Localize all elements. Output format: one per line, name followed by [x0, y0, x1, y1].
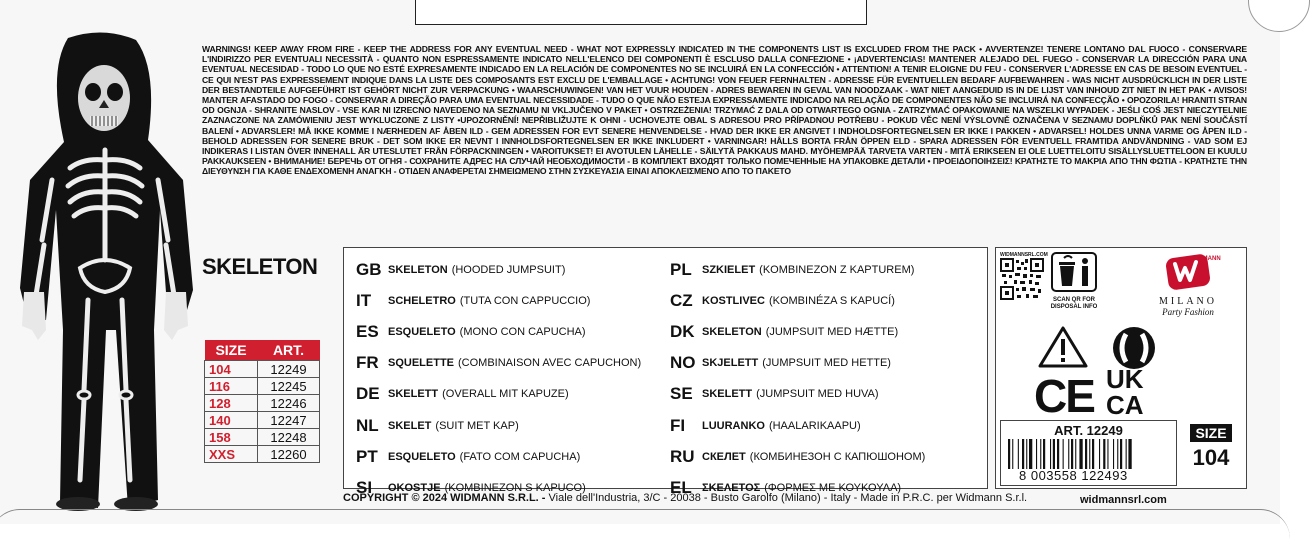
product-name: SKELET	[388, 419, 432, 432]
list-item	[670, 379, 925, 410]
language-code: IT	[356, 290, 372, 310]
product-name: SCHELETRO	[388, 294, 456, 307]
language-code: RU	[670, 446, 695, 466]
barcode-icon	[1006, 439, 1170, 469]
copyright-line	[343, 492, 1027, 504]
product-description: (КОМБИНЕЗОН С КАПЮШОНОМ)	[749, 450, 926, 463]
product-description: (FATO COM CAPUCHA)	[459, 450, 581, 463]
size-cell: 104	[205, 361, 258, 378]
table-row	[205, 446, 320, 463]
product-description: (MONO CON CAPUCHA)	[459, 325, 586, 338]
list-item	[356, 285, 641, 316]
copyright-address: Viale dell'Industria, 3/C - 20038 - Busto Garolfo (Milano) - Italy - Made in P.R.C. per Widmann S.r.l.	[545, 492, 1028, 504]
art-cell: 12245	[258, 378, 320, 395]
green-dot-recycle-icon	[1113, 327, 1155, 369]
list-item	[356, 316, 641, 347]
size-badge-label: SIZE	[1190, 424, 1231, 442]
product-description: (JUMPSUIT MED HUVA)	[756, 388, 879, 401]
product-description: (TUTA CON CAPPUCCIO)	[459, 294, 591, 307]
product-description: (SUIT MET KAP)	[435, 419, 519, 432]
language-code: GB	[356, 259, 382, 279]
brand-city: MILANO	[1159, 296, 1217, 307]
product-name: ESQUELETO	[388, 450, 456, 463]
size-cell: 116	[205, 378, 258, 395]
list-item	[356, 441, 641, 472]
ean-number: 8 003558 122493	[1019, 468, 1128, 483]
ce-mark: CE	[1034, 370, 1094, 422]
product-description: (KOMBINEZON S KAPUCO)	[444, 481, 586, 494]
size-header: SIZE	[205, 340, 258, 361]
product-name: LUURANKO	[702, 419, 765, 432]
product-name: SQUELETTE	[388, 357, 455, 370]
qr-code-icon	[1000, 258, 1044, 300]
brand-name: WIDMANN	[1191, 256, 1221, 262]
product-name: SZKIELET	[702, 263, 756, 276]
recycling-bin-info-icon	[1050, 252, 1098, 292]
list-item	[670, 410, 925, 441]
art-cell: 12246	[258, 395, 320, 412]
ukca-mark-top: UK	[1106, 364, 1144, 394]
language-code: CZ	[670, 290, 693, 310]
product-name: SKELETT	[702, 388, 753, 401]
compliance-box	[995, 247, 1247, 489]
size-cell: 140	[205, 412, 258, 429]
size-cell: XXS	[205, 446, 258, 463]
language-code: SI	[356, 477, 373, 497]
product-name: SKELETON	[388, 263, 448, 276]
art-cell: 12247	[258, 412, 320, 429]
list-item	[356, 254, 641, 285]
table-row	[205, 361, 320, 378]
table-row	[205, 412, 320, 429]
product-description: (COMBINAISON AVEC CAPUCHON)	[458, 357, 642, 370]
disposal-label-2: DISPOSAL INFO	[1050, 304, 1098, 310]
table-row	[205, 395, 320, 412]
widmann-logo-icon	[1161, 252, 1221, 290]
disposal-info	[1050, 252, 1098, 308]
product-title: SKELETON	[202, 254, 318, 279]
size-badge	[1183, 420, 1239, 484]
product-name: KOSTLIVEC	[702, 294, 765, 307]
size-cell: 158	[205, 429, 258, 446]
list-item	[670, 348, 925, 379]
barcode-panel	[1000, 420, 1177, 486]
product-description: (ΦΟΡΜΕΣ ΜΕ ΚΟΥΚΟΥΛΑ)	[764, 481, 902, 494]
translations-left-column	[356, 254, 641, 504]
product-name: СКЕЛЕТ	[702, 450, 746, 463]
website-link[interactable]: widmannsrl.com	[1080, 494, 1167, 506]
list-item	[356, 348, 641, 379]
art-cell: 12248	[258, 429, 320, 446]
language-code: PT	[356, 446, 378, 466]
brand-logo	[1136, 252, 1240, 320]
language-code: FI	[670, 415, 686, 435]
language-code: NO	[670, 353, 696, 373]
product-description: (HAALARIKAAPU)	[768, 419, 861, 432]
product-name: SKELETON	[702, 325, 762, 338]
product-name: OKOSTJE	[388, 481, 441, 494]
compliance-symbols	[1022, 324, 1182, 422]
skeleton-costume-image	[8, 30, 198, 512]
table-row	[205, 378, 320, 395]
language-code: FR	[356, 353, 379, 373]
size-badge-value: 104	[1192, 445, 1230, 470]
product-name: ESQUELETO	[388, 325, 456, 338]
language-code: EL	[670, 477, 692, 497]
table-row	[205, 429, 320, 446]
language-code: DK	[670, 321, 695, 341]
art-header: ART.	[258, 340, 320, 361]
list-item	[356, 379, 641, 410]
art-cell: 12260	[258, 446, 320, 463]
disposal-label-1: SCAN QR FOR	[1053, 297, 1095, 303]
size-table	[204, 340, 320, 463]
warning-triangle-icon	[1040, 328, 1086, 366]
list-item	[670, 316, 925, 347]
top-window-box	[415, 0, 867, 25]
language-code: ES	[356, 321, 379, 341]
article-number: ART. 12249	[1054, 423, 1123, 438]
ukca-mark-bottom: CA	[1106, 390, 1144, 420]
corner-cutout	[1248, 0, 1310, 32]
product-description: (JUMPSUIT MED HÆTTE)	[765, 325, 899, 338]
copyright-bold: COPYRIGHT © 2024 WIDMANN S.R.L. -	[343, 492, 546, 504]
art-cell: 12249	[258, 361, 320, 378]
list-item	[670, 285, 925, 316]
product-description: (OVERALL MIT KAPUZE)	[442, 388, 569, 401]
qr-label: WIDMANNSRL.COM	[1000, 252, 1048, 258]
brand-tagline: Party Fashion	[1162, 307, 1214, 317]
product-name: SKJELETT	[702, 357, 759, 370]
language-code: NL	[356, 415, 379, 435]
list-item	[356, 410, 641, 441]
product-name: ΣΚΕΛΕΤΟΣ	[702, 481, 761, 494]
product-description: (KOMBINEZON Z KAPTUREM)	[759, 263, 915, 276]
product-name: SKELETT	[388, 388, 439, 401]
product-description: (HOODED JUMPSUIT)	[451, 263, 566, 276]
list-item	[670, 441, 925, 472]
size-cell: 128	[205, 395, 258, 412]
language-code: PL	[670, 259, 692, 279]
warnings-text: WARNINGS! KEEP AWAY FROM FIRE - KEEP THE ADDRESS FOR ANY EVENTUAL NEED - WHAT NOT EXPRESSLY INDICATED IN THE COMPONENTS LIST IS EXCLUDED FROM THE PACK • AVVERTENZE! TENERE LONTANO DAL FUOCO - CONSERVARE L'INDIRIZZO PER EVENTUALI NECESSITÀ - QUANTO NON ESPRESSAMENTE INDICATO NELL'ELENCO DEI COMPONENTI È ESCLUSO DALLA CONFEZIONE • ¡ADVERTENCIAS! MANTENER ALEJADO DEL FUEGO - CONSERVAR LA DIRECCIÓN PARA UNA EVENTUAL NECESIDAD - TODO LO QUE NO ESTÉ EXPRESAMENTE INDICADO EN LA RELACIÓN DE COMPONENTES NO SE INCLUIRÁ EN LA CONFECCIÓN • ATTENTION! A TENIR ELOIGNE DU FEU - CONSERVER L'ADRESSE EN CAS DE BESOIN EVENTUEL - CE QUI N'EST PAS EXPRESSEMENT INDIQUE DANS LA LISTE DES COMPOSANTS EST EXCLU DE L'EMBALLAGE • ACHTUNG! VON FEUER FERNHALTEN - ADRESSE FÜR EVENTUELLEN BEDARF AUFBEWAHREN - WAS NICHT AUSDRÜCKLICH IN DER LISTE DER BESTANDTEILE AUFGEFÜHRT IST GEHÖRT NICHT ZUR VERPACKUNG • WAARSCHUWINGEN! VAN HET VUUR HOUDEN - ADRES BEWAREN IN GEVAL VAN NOODZAAK - WAT NIET AANGEDUID IS IN DE LIJST VAN INHOUD ZIT NIET IN HET PAK • AVISOS! MANTER AFASTADO DO FOGO - CONSERVAR A DIREÇÃO PARA UMA EVENTUAL NECESSIDADE - TUDO O QUE NÃO ESTEJA EXPRESSAMENTE INDICADO NA RELAÇÃO DE COMPONENTES NÃO SE INCLUIRÁ NA CONFECÇÃO • OPOZORILA! HRANITI STRAN OD OGNJA - SHRANITE NASLOV - VSE KAR NI IZRECNO NAVEDENO NA SEZNAMU NI VKLJUČENO V PAKET • OSTRZEŻENIA! TRZYMAĆ Z DALA OD OTWARTEGO OGNIA - ZATRZYMAĆ OPAKOWANIE NA WSZELKI WYPADEK - JEŚLI COŚ JEST NIECZYTELNIE ZAZNACZONE NA ZAMÓWIENIU JEST WYKLUCZONE Z LISTY •UPOZORNĚNÍ! NEPŘIBLIŽUJTE K OHNI - UCHOVEJTE OBAL S ADRESOU PRO PŘÍPADNOU POTŘEBU - POKUD VĚC NENÍ VÝSLOVNĚ OZNAČENA V SEZNAMU DOPLŇKŮ PAK NENÍ SOUČÁSTÍ BALENÍ • ADVARSLER! MÅ IKKE KOMME I NÆRHEDEN AF ÅBEN ILD - GEM ADRESSEN FOR EVT SENERE HENVENDELSE - HVAD DER IKKE ER ANGIVET I INDHOLDSFORTEGNELSEN ER IKKE I PAKKEN • ADVARSEL! HOLDES UNNA VARME OG ÅPEN ILD - BEHOLD ADRESSEN FOR SENERE BRUK - DET SOM IKKE ER NEVNT I INNHOLDSFORTEGNELSEN ER IKKE INKLUDERT • VARNINGAR! HÅLLS BORTA FRÅN ÖPPEN ELD - SPARA ADRESSEN FÖR EVENTUELL FRAMTIDA ANDVÄNDNING - VAD SOM EJ INDIKERAS I LISTAN ÖVER INNEHALL ÄR UTESLUTET FRÅN FÖRPACKNINGEN • VAROITUKSET! EI AVOTULEN LÄHELLE - SÄILYTÄ PAKKAUS MAHD. MYÖHEMPÄÄ TARVETA VARTEN - MITÄ ERIKSEEN EI OLE LUETTELOITU SISÄLLYSLUETTELOON EI KUULU PAKKAUKSEEN • ВНИМАНИЕ! БЕРЕЧЬ ОТ ОГНЯ - СОХРАНИТЕ АДРЕС НА СЛУЧАЙ НЕОБХОДИМОСТИ - В КОМПЛЕКТ ВХОДЯТ ТОЛЬКО ПОМЕЧЕННЫЕ НА УПАКОВКЕ ДЕТАЛИ • ΠΡΟΕΙΔΟΠΟΙΗΣΕΙΣ! ΚΡΑΤΗΣΤΕ ΤΟ ΜΑΚΡΙΑ ΑΠΟ ΤΗΝ ΦΩΤΙΑ - ΚΡΑΤΗΣΤΕ ΤΗΝ ΔΙΕΥΘΥΝΣΗ ΓΙΑ ΚΑΘΕ ΕΝΔΕΧΟΜΕΝΗ ΑΝΑΓΚΗ - ΟΤΙΔΕΝ ΑΝΑΦΕΡΕΤΑΙ ΣΗΜΕΙΩΜΕΝΟ ΣΤΗΝ ΣΥΣΚΕΥΑΣΙΑ ΕΙΝΑΙ ΑΠΟΚΛΕΙΣΜΕΝΟ ΑΠΟ ΤΟ ΠΑΚΕΤΟ	[202, 44, 1247, 177]
language-code: SE	[670, 384, 693, 404]
product-description: (KOMBINÉZA S KAPUCÍ)	[768, 294, 895, 307]
translations-box	[343, 247, 988, 497]
qr-code	[1000, 252, 1046, 302]
bottom-edge	[0, 509, 1290, 544]
language-code: DE	[356, 384, 380, 404]
list-item	[670, 254, 925, 285]
translations-right-column	[670, 254, 925, 504]
product-description: (JUMPSUIT MED HETTE)	[762, 357, 891, 370]
